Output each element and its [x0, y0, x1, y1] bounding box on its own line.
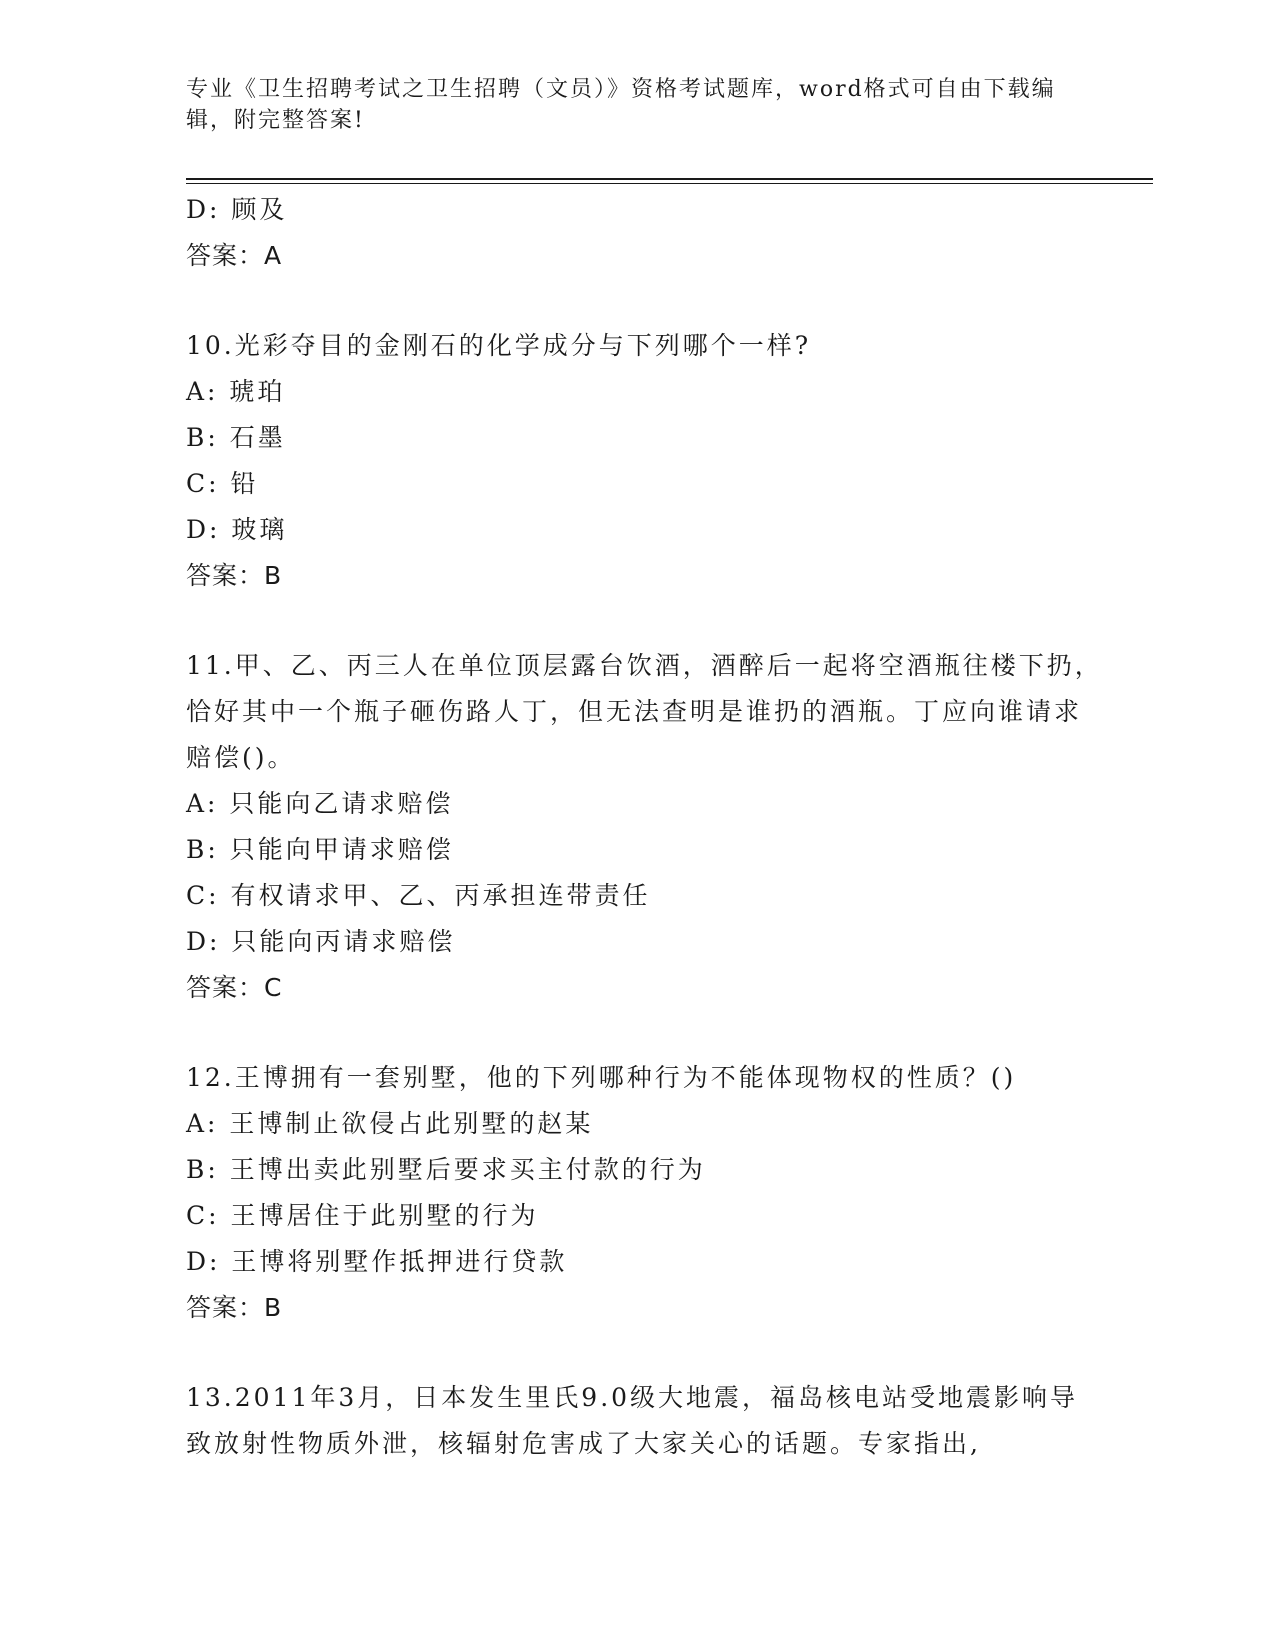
option-c: C: 有权请求甲、乙、丙承担连带责任	[186, 881, 651, 910]
option-c: C: 铅	[186, 469, 259, 498]
option-b: B: 石墨	[186, 423, 286, 452]
answer-line: 答案：A	[186, 241, 283, 270]
previous-question-tail	[186, 187, 1106, 279]
answer-line: 答案：B	[186, 561, 283, 590]
header-divider-thin	[186, 183, 1153, 184]
question-12	[186, 1055, 1106, 1331]
option-a: A: 琥珀	[186, 377, 286, 406]
question-text: 10.光彩夺目的金刚石的化学成分与下列哪个一样?	[186, 331, 812, 360]
question-text: 11.甲、乙、丙三人在单位顶层露台饮酒，酒醉后一起将空酒瓶往楼下扔，恰好其中一个瓶子砸伤路人丁，但无法查明是谁扔的酒瓶。丁应向谁请求赔偿()。	[186, 651, 1103, 772]
option-c: C: 王博居住于此别墅的行为	[186, 1201, 539, 1230]
spacer	[186, 1331, 1106, 1375]
answer-line: 答案：B	[186, 1293, 283, 1322]
option-a: A: 只能向乙请求赔偿	[186, 789, 454, 818]
option-d: D: 玻璃	[186, 515, 288, 544]
header-divider	[186, 178, 1153, 180]
page-header: 专业《卫生招聘考试之卫生招聘（文员）》资格考试题库，word格式可自由下载编辑，附完整答案!	[186, 77, 1056, 133]
question-text: 13.2011年3月，日本发生里氏9.0级大地震，福岛核电站受地震影响导致放射性物质外泄，核辐射危害成了大家关心的话题。专家指出,	[186, 1383, 1079, 1458]
option-b: B: 王博出卖此别墅后要求买主付款的行为	[186, 1155, 706, 1184]
option-d: D: 王博将别墅作抵押进行贷款	[186, 1247, 568, 1276]
question-10	[186, 323, 1106, 599]
spacer	[186, 1011, 1106, 1055]
option-d: D: 只能向丙请求赔偿	[186, 927, 456, 956]
answer-line: 答案：C	[186, 973, 283, 1002]
option-a: A: 王博制止欲侵占此别墅的赵某	[186, 1109, 594, 1138]
option-b: B: 只能向甲请求赔偿	[186, 835, 454, 864]
question-content	[186, 187, 1106, 1467]
spacer	[186, 279, 1106, 323]
question-13	[186, 1375, 1106, 1467]
option-d: D: 顾及	[186, 195, 288, 224]
spacer	[186, 599, 1106, 643]
question-11	[186, 643, 1106, 1011]
question-text: 12.王博拥有一套别墅，他的下列哪种行为不能体现物权的性质？()	[186, 1063, 1017, 1092]
